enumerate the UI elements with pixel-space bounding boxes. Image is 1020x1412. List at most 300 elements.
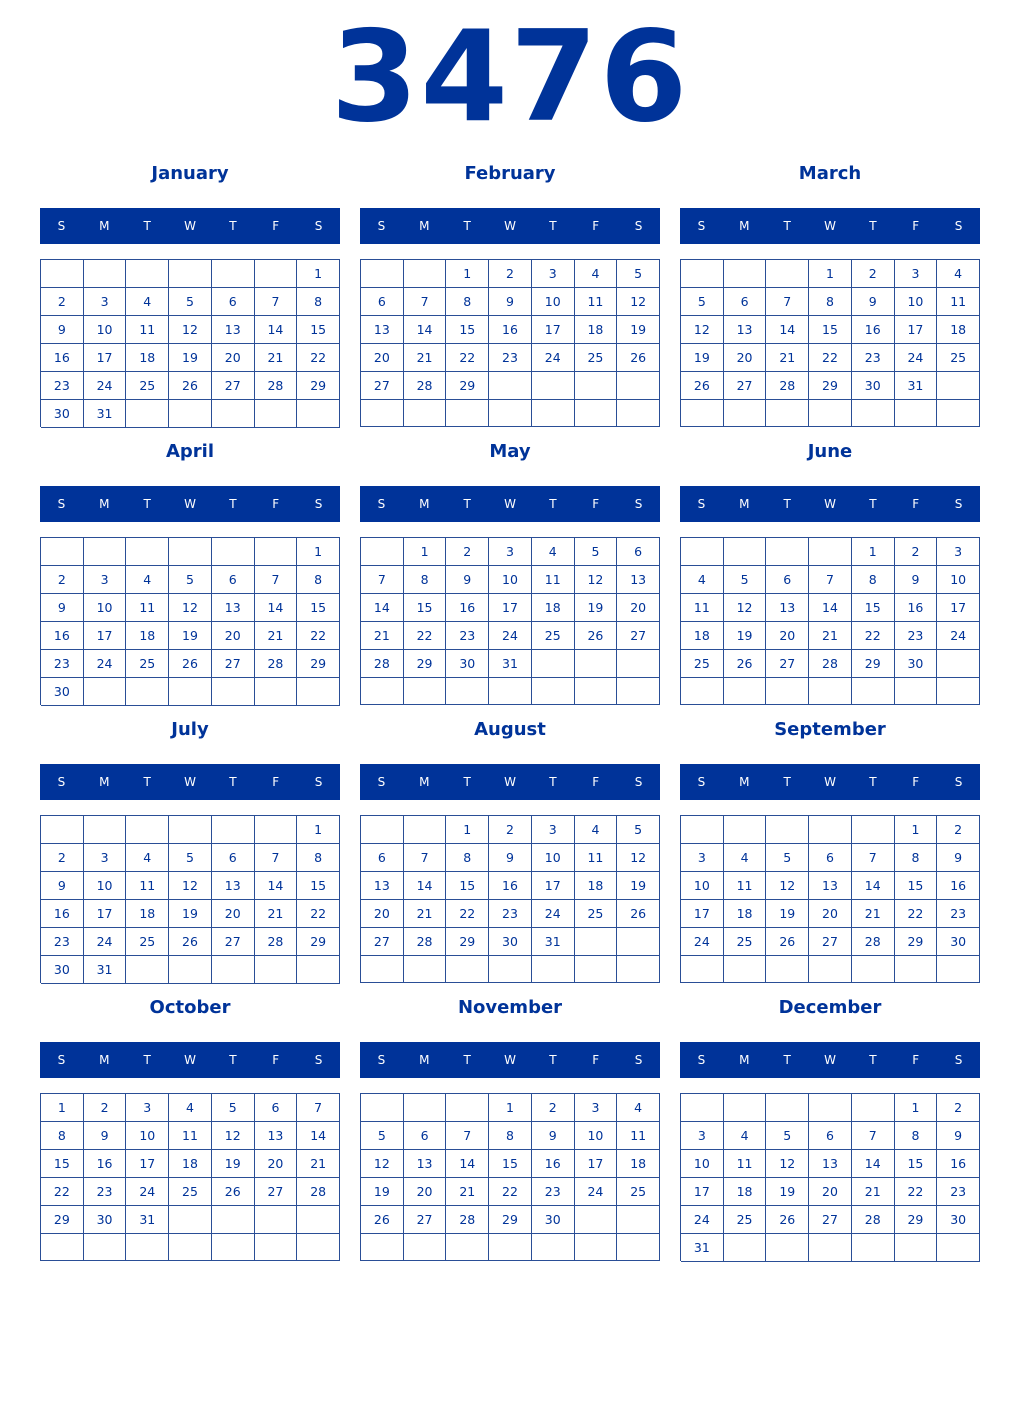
weekday-label: M bbox=[99, 497, 110, 511]
day-cell: 15 bbox=[895, 1150, 938, 1178]
weekday-label: T bbox=[783, 219, 791, 233]
day-cell: 12 bbox=[617, 288, 660, 316]
day-cell: 12 bbox=[724, 594, 767, 622]
weekday-label: F bbox=[592, 497, 600, 511]
day-cell: 31 bbox=[532, 928, 575, 956]
day-cell: 10 bbox=[84, 594, 127, 622]
day-cell: 15 bbox=[404, 594, 447, 622]
day-cell: 29 bbox=[852, 650, 895, 678]
day-cell: 12 bbox=[681, 316, 724, 344]
day-cell: 12 bbox=[169, 594, 212, 622]
empty-cell bbox=[404, 1094, 447, 1122]
day-cell: 13 bbox=[809, 1150, 852, 1178]
day-cell: 22 bbox=[41, 1178, 84, 1206]
empty-cell bbox=[937, 1234, 980, 1262]
day-cell: 9 bbox=[446, 566, 489, 594]
day-cell: 30 bbox=[41, 678, 84, 706]
empty-cell bbox=[126, 956, 169, 984]
day-cell: 12 bbox=[766, 1150, 809, 1178]
empty-cell bbox=[212, 260, 255, 288]
day-cell: 17 bbox=[681, 1178, 724, 1206]
day-cell: 27 bbox=[361, 372, 404, 400]
empty-cell bbox=[41, 1234, 84, 1261]
day-cell: 3 bbox=[489, 538, 532, 566]
empty-cell bbox=[489, 372, 532, 400]
empty-cell bbox=[575, 650, 618, 678]
empty-cell bbox=[446, 400, 489, 427]
day-cell: 11 bbox=[681, 594, 724, 622]
day-cell: 7 bbox=[852, 844, 895, 872]
day-cell: 27 bbox=[212, 928, 255, 956]
empty-cell bbox=[852, 1094, 895, 1122]
weekday-label: M bbox=[739, 219, 750, 233]
day-cell: 19 bbox=[766, 900, 809, 928]
empty-cell bbox=[404, 1234, 447, 1261]
day-cell: 29 bbox=[895, 928, 938, 956]
empty-cell bbox=[297, 1234, 340, 1261]
weekday-header bbox=[360, 486, 660, 522]
day-cell: 11 bbox=[532, 566, 575, 594]
day-cell: 29 bbox=[809, 372, 852, 400]
month-name: December bbox=[778, 997, 882, 1018]
day-cell: 27 bbox=[809, 928, 852, 956]
empty-cell bbox=[766, 538, 809, 566]
day-cell: 28 bbox=[361, 650, 404, 678]
day-cell: 21 bbox=[255, 900, 298, 928]
weekday-label: T bbox=[549, 775, 557, 789]
day-cell: 27 bbox=[255, 1178, 298, 1206]
day-cell: 1 bbox=[41, 1094, 84, 1122]
weekday-label: T bbox=[143, 497, 151, 511]
day-cell: 30 bbox=[895, 650, 938, 678]
day-cell: 9 bbox=[41, 316, 84, 344]
month-name: July bbox=[171, 719, 209, 740]
day-cell: 20 bbox=[766, 622, 809, 650]
empty-cell bbox=[169, 816, 212, 844]
day-cell: 24 bbox=[937, 622, 980, 650]
weekday-label: T bbox=[869, 775, 877, 789]
weekday-label: F bbox=[592, 219, 600, 233]
day-cell: 29 bbox=[297, 650, 340, 678]
day-cell: 16 bbox=[937, 872, 980, 900]
day-cell: 2 bbox=[852, 260, 895, 288]
day-grid bbox=[360, 815, 660, 983]
day-cell: 26 bbox=[169, 372, 212, 400]
day-cell: 26 bbox=[361, 1206, 404, 1234]
empty-cell bbox=[255, 816, 298, 844]
day-cell: 31 bbox=[489, 650, 532, 678]
empty-cell bbox=[937, 678, 980, 705]
day-cell: 18 bbox=[575, 872, 618, 900]
empty-cell bbox=[852, 956, 895, 983]
day-cell: 7 bbox=[255, 844, 298, 872]
day-cell: 21 bbox=[446, 1178, 489, 1206]
empty-cell bbox=[809, 816, 852, 844]
empty-cell bbox=[361, 400, 404, 427]
day-cell: 11 bbox=[937, 288, 980, 316]
day-cell: 26 bbox=[617, 344, 660, 372]
day-cell: 18 bbox=[532, 594, 575, 622]
empty-cell bbox=[575, 928, 618, 956]
day-cell: 11 bbox=[126, 316, 169, 344]
empty-cell bbox=[126, 816, 169, 844]
weekday-label: W bbox=[824, 497, 836, 511]
day-cell: 2 bbox=[895, 538, 938, 566]
day-cell: 10 bbox=[681, 872, 724, 900]
day-cell: 21 bbox=[852, 1178, 895, 1206]
day-cell: 26 bbox=[681, 372, 724, 400]
weekday-label: M bbox=[419, 497, 430, 511]
day-cell: 4 bbox=[937, 260, 980, 288]
day-cell: 10 bbox=[895, 288, 938, 316]
day-cell: 17 bbox=[937, 594, 980, 622]
empty-cell bbox=[852, 1234, 895, 1262]
day-cell: 19 bbox=[617, 872, 660, 900]
day-cell: 23 bbox=[937, 1178, 980, 1206]
day-cell: 5 bbox=[681, 288, 724, 316]
day-cell: 10 bbox=[84, 872, 127, 900]
day-cell: 18 bbox=[126, 622, 169, 650]
empty-cell bbox=[84, 816, 127, 844]
day-cell: 22 bbox=[895, 900, 938, 928]
day-cell: 12 bbox=[361, 1150, 404, 1178]
empty-cell bbox=[575, 678, 618, 705]
day-cell: 29 bbox=[446, 372, 489, 400]
day-cell: 19 bbox=[169, 900, 212, 928]
day-cell: 13 bbox=[766, 594, 809, 622]
weekday-label: T bbox=[463, 1053, 471, 1067]
day-grid bbox=[40, 1093, 340, 1261]
day-cell: 16 bbox=[41, 622, 84, 650]
day-cell: 9 bbox=[532, 1122, 575, 1150]
day-cell: 29 bbox=[41, 1206, 84, 1234]
empty-cell bbox=[255, 1206, 298, 1234]
empty-cell bbox=[255, 678, 298, 706]
month-name: June bbox=[807, 441, 853, 462]
day-cell: 2 bbox=[937, 816, 980, 844]
day-cell: 29 bbox=[895, 1206, 938, 1234]
day-cell: 5 bbox=[169, 566, 212, 594]
day-cell: 11 bbox=[169, 1122, 212, 1150]
day-cell: 28 bbox=[852, 928, 895, 956]
day-cell: 30 bbox=[41, 400, 84, 428]
day-cell: 27 bbox=[361, 928, 404, 956]
day-cell: 14 bbox=[255, 594, 298, 622]
weekday-label: S bbox=[634, 497, 643, 511]
day-cell: 3 bbox=[84, 566, 127, 594]
empty-cell bbox=[809, 538, 852, 566]
weekday-header bbox=[680, 486, 980, 522]
weekday-label: W bbox=[504, 219, 516, 233]
weekday-label: F bbox=[592, 775, 600, 789]
day-cell: 15 bbox=[489, 1150, 532, 1178]
day-cell: 2 bbox=[84, 1094, 127, 1122]
day-cell: 14 bbox=[404, 316, 447, 344]
weekday-label: S bbox=[954, 219, 963, 233]
day-cell: 9 bbox=[895, 566, 938, 594]
day-cell: 31 bbox=[84, 956, 127, 984]
day-cell: 20 bbox=[809, 1178, 852, 1206]
day-cell: 14 bbox=[297, 1122, 340, 1150]
day-cell: 30 bbox=[937, 928, 980, 956]
day-cell: 23 bbox=[489, 900, 532, 928]
day-cell: 15 bbox=[41, 1150, 84, 1178]
day-cell: 19 bbox=[681, 344, 724, 372]
empty-cell bbox=[532, 1234, 575, 1261]
day-cell: 1 bbox=[446, 816, 489, 844]
day-cell: 29 bbox=[297, 928, 340, 956]
day-cell: 6 bbox=[361, 288, 404, 316]
day-cell: 30 bbox=[532, 1206, 575, 1234]
day-cell: 5 bbox=[766, 844, 809, 872]
weekday-label: M bbox=[419, 219, 430, 233]
day-cell: 29 bbox=[297, 372, 340, 400]
day-grid bbox=[680, 1093, 980, 1261]
empty-cell bbox=[297, 678, 340, 706]
day-cell: 4 bbox=[681, 566, 724, 594]
day-cell: 4 bbox=[126, 844, 169, 872]
day-cell: 19 bbox=[212, 1150, 255, 1178]
day-cell: 24 bbox=[532, 344, 575, 372]
day-cell: 29 bbox=[489, 1206, 532, 1234]
empty-cell bbox=[724, 816, 767, 844]
day-cell: 4 bbox=[617, 1094, 660, 1122]
day-cell: 25 bbox=[724, 1206, 767, 1234]
day-cell: 19 bbox=[766, 1178, 809, 1206]
day-cell: 10 bbox=[681, 1150, 724, 1178]
weekday-label: M bbox=[739, 775, 750, 789]
day-cell: 22 bbox=[489, 1178, 532, 1206]
day-cell: 2 bbox=[446, 538, 489, 566]
day-cell: 9 bbox=[489, 288, 532, 316]
empty-cell bbox=[212, 1206, 255, 1234]
day-cell: 15 bbox=[446, 872, 489, 900]
day-cell: 28 bbox=[404, 928, 447, 956]
month-name: April bbox=[165, 441, 215, 462]
empty-cell bbox=[41, 260, 84, 288]
empty-cell bbox=[297, 956, 340, 984]
day-cell: 17 bbox=[84, 622, 127, 650]
empty-cell bbox=[895, 1234, 938, 1262]
weekday-label: M bbox=[99, 1053, 110, 1067]
day-cell: 5 bbox=[169, 844, 212, 872]
day-cell: 21 bbox=[809, 622, 852, 650]
day-cell: 17 bbox=[126, 1150, 169, 1178]
empty-cell bbox=[361, 1234, 404, 1261]
day-cell: 23 bbox=[532, 1178, 575, 1206]
day-cell: 17 bbox=[575, 1150, 618, 1178]
day-cell: 26 bbox=[766, 1206, 809, 1234]
day-cell: 6 bbox=[361, 844, 404, 872]
empty-cell bbox=[126, 1234, 169, 1261]
day-cell: 1 bbox=[895, 816, 938, 844]
day-cell: 3 bbox=[681, 1122, 724, 1150]
day-grid bbox=[680, 537, 980, 705]
weekday-label: T bbox=[463, 219, 471, 233]
day-cell: 9 bbox=[41, 594, 84, 622]
day-cell: 7 bbox=[766, 288, 809, 316]
empty-cell bbox=[404, 956, 447, 983]
day-cell: 25 bbox=[169, 1178, 212, 1206]
day-cell: 23 bbox=[84, 1178, 127, 1206]
day-cell: 16 bbox=[41, 900, 84, 928]
weekday-label: S bbox=[634, 1053, 643, 1067]
day-cell: 2 bbox=[41, 566, 84, 594]
empty-cell bbox=[297, 400, 340, 428]
empty-cell bbox=[169, 678, 212, 706]
weekday-label: S bbox=[57, 219, 66, 233]
day-cell: 20 bbox=[255, 1150, 298, 1178]
day-cell: 6 bbox=[766, 566, 809, 594]
day-cell: 5 bbox=[766, 1122, 809, 1150]
weekday-label: S bbox=[697, 775, 706, 789]
day-cell: 4 bbox=[575, 816, 618, 844]
empty-cell bbox=[489, 1234, 532, 1261]
empty-cell bbox=[617, 1206, 660, 1234]
day-cell: 19 bbox=[575, 594, 618, 622]
day-cell: 16 bbox=[41, 344, 84, 372]
year-title: 3476 bbox=[330, 3, 690, 150]
empty-cell bbox=[681, 816, 724, 844]
empty-cell bbox=[255, 400, 298, 428]
day-cell: 1 bbox=[404, 538, 447, 566]
day-cell: 10 bbox=[532, 844, 575, 872]
day-cell: 26 bbox=[169, 650, 212, 678]
weekday-label: W bbox=[184, 219, 196, 233]
day-cell: 28 bbox=[297, 1178, 340, 1206]
day-cell: 8 bbox=[297, 844, 340, 872]
day-cell: 28 bbox=[446, 1206, 489, 1234]
day-cell: 13 bbox=[361, 316, 404, 344]
day-cell: 9 bbox=[489, 844, 532, 872]
empty-cell bbox=[361, 538, 404, 566]
empty-cell bbox=[937, 956, 980, 983]
day-cell: 19 bbox=[724, 622, 767, 650]
day-cell: 31 bbox=[126, 1206, 169, 1234]
empty-cell bbox=[126, 260, 169, 288]
empty-cell bbox=[766, 260, 809, 288]
day-cell: 1 bbox=[852, 538, 895, 566]
day-cell: 14 bbox=[255, 872, 298, 900]
day-cell: 20 bbox=[212, 622, 255, 650]
day-cell: 9 bbox=[937, 1122, 980, 1150]
empty-cell bbox=[532, 650, 575, 678]
weekday-label: F bbox=[272, 497, 280, 511]
day-cell: 21 bbox=[766, 344, 809, 372]
month-name: November bbox=[457, 997, 563, 1018]
empty-cell bbox=[724, 956, 767, 983]
day-cell: 13 bbox=[255, 1122, 298, 1150]
day-cell: 14 bbox=[446, 1150, 489, 1178]
day-cell: 28 bbox=[255, 372, 298, 400]
day-cell: 20 bbox=[617, 594, 660, 622]
day-cell: 14 bbox=[404, 872, 447, 900]
day-cell: 1 bbox=[297, 816, 340, 844]
empty-cell bbox=[84, 538, 127, 566]
day-cell: 24 bbox=[489, 622, 532, 650]
weekday-label: F bbox=[272, 1053, 280, 1067]
empty-cell bbox=[404, 260, 447, 288]
day-cell: 15 bbox=[297, 316, 340, 344]
day-cell: 5 bbox=[617, 260, 660, 288]
day-cell: 11 bbox=[126, 872, 169, 900]
day-cell: 16 bbox=[937, 1150, 980, 1178]
day-cell: 23 bbox=[489, 344, 532, 372]
day-cell: 30 bbox=[852, 372, 895, 400]
empty-cell bbox=[489, 678, 532, 705]
day-cell: 7 bbox=[404, 288, 447, 316]
day-cell: 11 bbox=[617, 1122, 660, 1150]
day-cell: 12 bbox=[212, 1122, 255, 1150]
day-cell: 24 bbox=[84, 928, 127, 956]
day-cell: 18 bbox=[724, 900, 767, 928]
day-grid bbox=[40, 815, 340, 983]
weekday-label: S bbox=[57, 497, 66, 511]
empty-cell bbox=[532, 956, 575, 983]
empty-cell bbox=[255, 1234, 298, 1261]
day-cell: 26 bbox=[724, 650, 767, 678]
day-cell: 10 bbox=[126, 1122, 169, 1150]
day-cell: 6 bbox=[809, 1122, 852, 1150]
day-cell: 7 bbox=[852, 1122, 895, 1150]
weekday-header bbox=[40, 208, 340, 244]
day-cell: 24 bbox=[895, 344, 938, 372]
empty-cell bbox=[681, 956, 724, 983]
weekday-label: T bbox=[869, 497, 877, 511]
day-cell: 6 bbox=[404, 1122, 447, 1150]
month-name: October bbox=[149, 997, 231, 1018]
empty-cell bbox=[766, 956, 809, 983]
weekday-header bbox=[360, 208, 660, 244]
empty-cell bbox=[169, 400, 212, 428]
day-cell: 8 bbox=[489, 1122, 532, 1150]
day-cell: 2 bbox=[532, 1094, 575, 1122]
day-cell: 14 bbox=[255, 316, 298, 344]
day-cell: 28 bbox=[255, 650, 298, 678]
day-cell: 15 bbox=[895, 872, 938, 900]
day-cell: 21 bbox=[297, 1150, 340, 1178]
weekday-label: S bbox=[314, 1053, 323, 1067]
empty-cell bbox=[126, 678, 169, 706]
day-cell: 16 bbox=[852, 316, 895, 344]
day-cell: 2 bbox=[937, 1094, 980, 1122]
day-cell: 22 bbox=[446, 344, 489, 372]
day-cell: 12 bbox=[575, 566, 618, 594]
day-cell: 6 bbox=[212, 566, 255, 594]
empty-cell bbox=[532, 678, 575, 705]
weekday-label: W bbox=[824, 219, 836, 233]
empty-cell bbox=[766, 1234, 809, 1262]
day-cell: 28 bbox=[255, 928, 298, 956]
day-cell: 21 bbox=[404, 344, 447, 372]
empty-cell bbox=[895, 956, 938, 983]
weekday-label: T bbox=[463, 497, 471, 511]
weekday-label: T bbox=[549, 219, 557, 233]
empty-cell bbox=[766, 1094, 809, 1122]
day-cell: 17 bbox=[84, 900, 127, 928]
empty-cell bbox=[681, 400, 724, 427]
empty-cell bbox=[169, 260, 212, 288]
day-cell: 24 bbox=[532, 900, 575, 928]
empty-cell bbox=[724, 1234, 767, 1262]
day-cell: 20 bbox=[404, 1178, 447, 1206]
day-grid bbox=[680, 815, 980, 983]
empty-cell bbox=[255, 956, 298, 984]
empty-cell bbox=[617, 678, 660, 705]
empty-cell bbox=[404, 400, 447, 427]
day-cell: 4 bbox=[724, 844, 767, 872]
day-cell: 3 bbox=[84, 844, 127, 872]
